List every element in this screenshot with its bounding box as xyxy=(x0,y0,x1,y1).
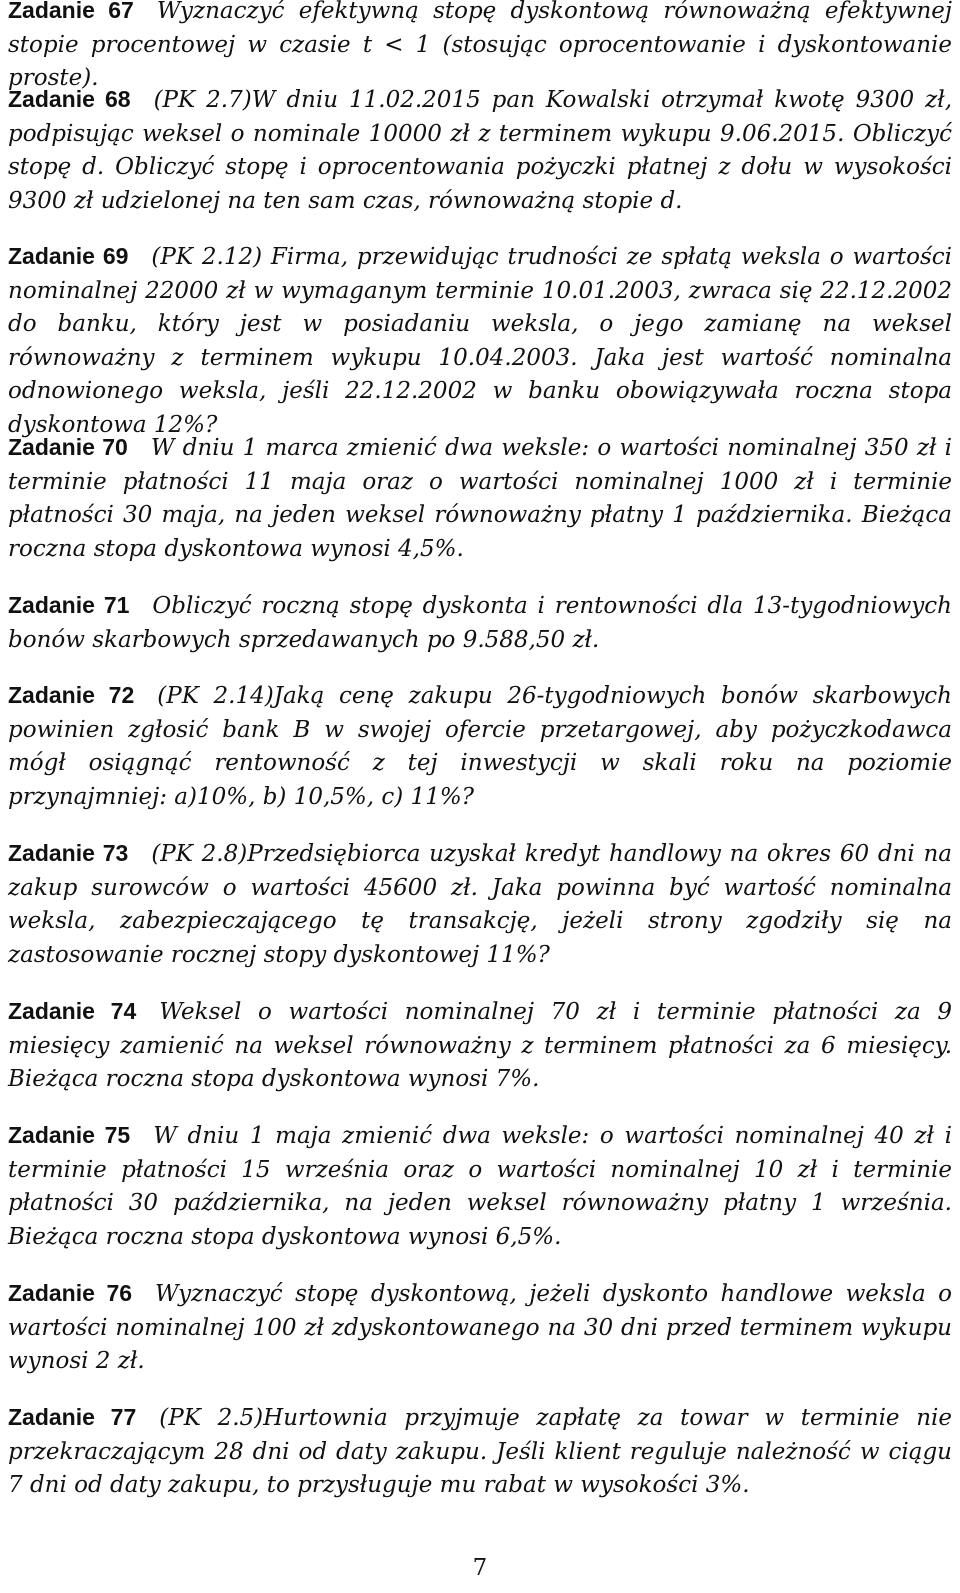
task-74 xyxy=(8,995,952,1097)
task-69 xyxy=(8,240,952,442)
task-77-label: Zadanie 77 xyxy=(8,1404,137,1430)
task-76 xyxy=(8,1277,952,1379)
task-75 xyxy=(8,1119,952,1254)
task-77 xyxy=(8,1401,952,1503)
task-69-text: (PK 2.12) Firma, przewidując trudności ze spłatą weksla o wartości nominalnej 22000 zł w wymaganym terminie 10.01.2003, zwraca się 22.12.2002 do banku, który jest w posiadaniu weksla, o jego zamianę na weksel równoważny z terminem wykupu 10.04.2003. Jaka jest wartość nominalna odnowionego weksla, jeśli 22.12.2002 w banku obowiązywała roczna stopa dyskontowa 12%? xyxy=(8,244,953,438)
task-68-text: (PK 2.7)W dniu 11.02.2015 pan Kowalski otrzymał kwotę 9300 zł, podpisując weksel o nominale 10000 zł z terminem wykupu 9.06.2015. Obliczyć stopę d. Obliczyć stopę i oprocentowania pożyczki płatnej z dołu w wysokości 9300 zł udzielonej na ten sam czas, równoważną stopie d. xyxy=(8,87,952,214)
task-73-label: Zadanie 73 xyxy=(8,840,129,866)
task-69-label: Zadanie 69 xyxy=(8,243,129,269)
task-71 xyxy=(8,589,952,657)
task-77-text: (PK 2.5)Hurtownia przyjmuje zapłatę za towar w terminie nie przekraczającym 28 dni od daty zakupu. Jeśli klient reguluje należność w ciągu 7 dni od daty zakupu, to przysługuje mu rabat w wysokości 3%. xyxy=(8,1405,953,1498)
task-72 xyxy=(8,679,952,814)
task-68-label: Zadanie 68 xyxy=(8,86,131,112)
task-67 xyxy=(8,0,952,96)
task-76-text: Wyznaczyć stopę dyskontową, jeżeli dyskonto handlowe weksla o wartości nominalnej 100 zł zdyskontowanego na 30 dni przed terminem wykupu wynosi 2 zł. xyxy=(8,1281,952,1374)
task-67-label: Zadanie 67 xyxy=(8,0,134,23)
task-76-label: Zadanie 76 xyxy=(8,1280,133,1306)
task-70-text: W dniu 1 marca zmienić dwa weksle: o wartości nominalnej 350 zł i terminie płatności 11 maja oraz o wartości nominalnej 1000 zł i terminie płatności 30 maja, na jeden weksel równoważny płatny 1 października. Bieżąca roczna stopa dyskontowa wynosi 4,5%. xyxy=(8,435,952,562)
task-72-text: (PK 2.14)Jaką cenę zakupu 26-tygodniowych bonów skarbowych powinien zgłosić bank B w swojej ofercie przetargowej, aby pożyczkodawca mógł osiągnąć rentowność z tej inwestycji w skali roku na poziomie przynajmniej: a)10%, b) 10,5%, c) 11%? xyxy=(8,683,952,810)
task-73 xyxy=(8,837,952,972)
task-71-label: Zadanie 71 xyxy=(8,592,130,618)
task-70 xyxy=(8,431,952,566)
task-74-text: Weksel o wartości nominalnej 70 zł i terminie płatności za 9 miesięcy zamienić na weksel równoważny z terminem płatności za 6 miesięcy. Bieżąca roczna stopa dyskontowa wynosi 7%. xyxy=(8,999,952,1092)
page-number: 7 xyxy=(472,1555,488,1581)
task-75-label: Zadanie 75 xyxy=(8,1122,131,1148)
task-74-label: Zadanie 74 xyxy=(8,998,137,1024)
task-75-text: W dniu 1 maja zmienić dwa weksle: o wartości nominalnej 40 zł i terminie płatności 15 września oraz o wartości nominalnej 10 zł i terminie płatności 30 października, na jeden weksel równoważny płatny 1 września. Bieżąca roczna stopa dyskontowa wynosi 6,5%. xyxy=(8,1123,953,1250)
task-68 xyxy=(8,83,952,218)
document-page xyxy=(8,0,952,1593)
task-72-label: Zadanie 72 xyxy=(8,682,135,708)
task-73-text: (PK 2.8)Przedsiębiorca uzyskał kredyt handlowy na okres 60 dni na zakup surowców o wartości 45600 zł. Jaka powinna być wartość nominalna weksla, zabezpieczającego tę transakcję, jeżeli strony zgodziły się na zastosowanie rocznej stopy dyskontowej 11%? xyxy=(8,841,952,968)
task-67-text: Wyznaczyć efektywną stopę dyskontową równoważną efektywnej stopie procentowej w czasie t < 1 (stosując oprocentowanie i dyskontowanie proste). xyxy=(8,0,953,91)
task-71-text: Obliczyć roczną stopę dyskonta i rentowności dla 13-tygodniowych bonów skarbowych sprzedawanych po 9.588,50 zł. xyxy=(8,593,952,653)
task-70-label: Zadanie 70 xyxy=(8,434,128,460)
